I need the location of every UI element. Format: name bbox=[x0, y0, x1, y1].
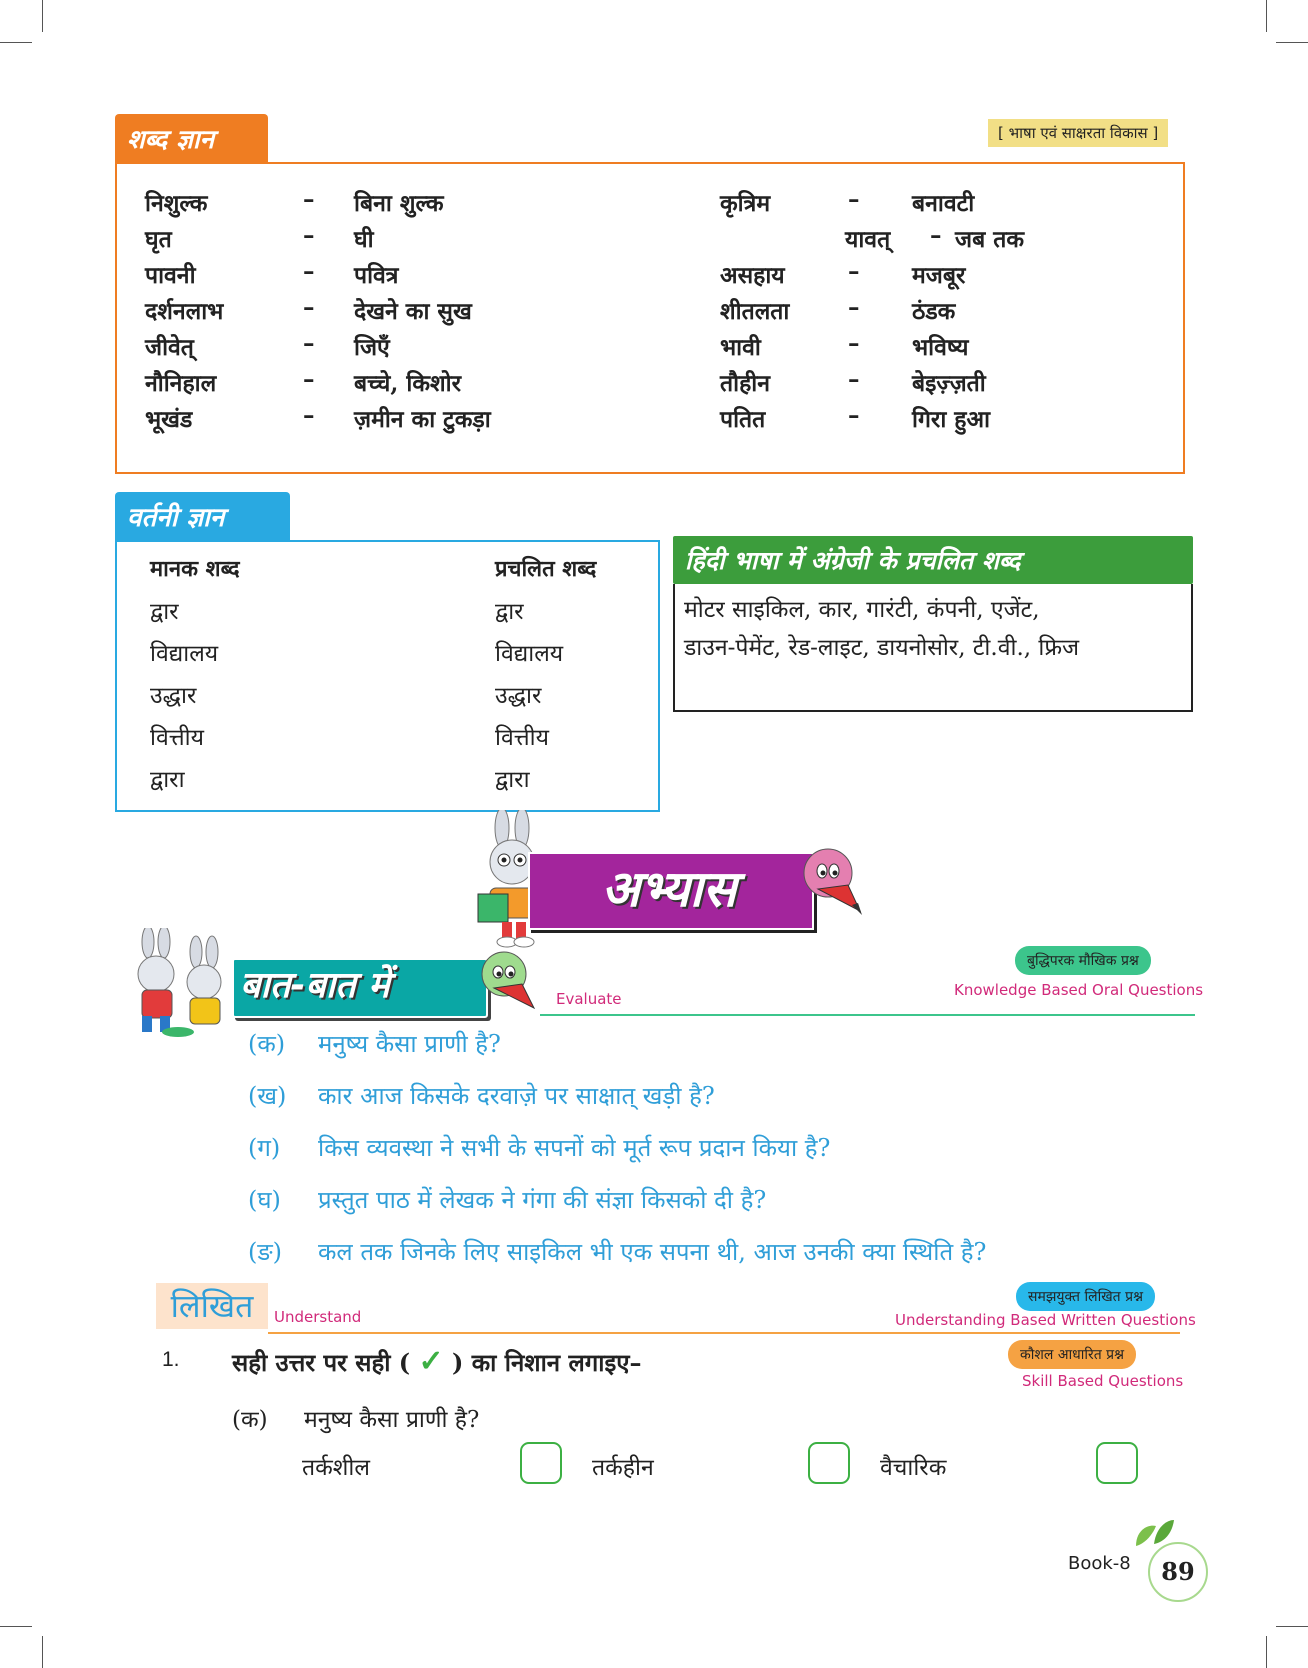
glossary-word: भूखंड bbox=[145, 406, 193, 433]
manak-word: वित्तीय bbox=[150, 725, 204, 751]
manak-word: द्वारा bbox=[150, 767, 185, 793]
angrezi-line2: डाउन-पेमेंट, रेड-लाइट, डायनोसोर, टी.वी., फ्रिज bbox=[684, 635, 1080, 661]
glossary-dash: – bbox=[848, 330, 860, 357]
shabd-gyan-box bbox=[115, 162, 1185, 474]
glossary-meaning: गिरा हुआ bbox=[912, 406, 990, 433]
glossary-dash: – bbox=[303, 222, 315, 249]
manak-word: उद्धार bbox=[150, 683, 197, 709]
baat-title: बात-बात में bbox=[240, 965, 390, 1006]
bhasha-tag: [ भाषा एवं साक्षरता विकास ] bbox=[988, 119, 1168, 147]
option-checkbox[interactable] bbox=[520, 1442, 562, 1484]
glossary-word: कृत्रिम bbox=[720, 190, 771, 217]
q1-text: सही उत्तर पर सही ( ✓ ) का निशान लगाइए– bbox=[232, 1344, 642, 1379]
glossary-dash: – bbox=[303, 294, 315, 321]
understand-label: Understand bbox=[274, 1308, 362, 1326]
glossary-meaning: जिएँ bbox=[354, 334, 390, 361]
glossary-meaning: जब तक bbox=[955, 226, 1024, 253]
glossary-meaning: मजबूर bbox=[912, 262, 966, 289]
page-number: 89 bbox=[1161, 1557, 1195, 1586]
glossary-meaning: बनावटी bbox=[912, 190, 975, 217]
glossary-dash: – bbox=[303, 258, 315, 285]
angrezi-line1: मोटर साइकिल, कार, गारंटी, कंपनी, एजेंट, bbox=[684, 597, 1040, 623]
likhit-title: लिखित bbox=[156, 1283, 268, 1329]
pencil-mascot-icon bbox=[800, 845, 866, 917]
green-pencil-mascot-icon bbox=[478, 948, 540, 1014]
angrezi-tab: हिंदी भाषा में अंग्रेजी के प्रचलित शब्द bbox=[673, 536, 1193, 584]
skill-pill-sub: Skill Based Questions bbox=[1022, 1372, 1184, 1390]
prachalit-word: वित्तीय bbox=[495, 725, 549, 751]
sub-question-label: (क) bbox=[232, 1407, 268, 1433]
glossary-dash: – bbox=[848, 402, 860, 429]
option-tarkaheen: तर्कहीन bbox=[592, 1455, 654, 1481]
glossary-dash: – bbox=[848, 294, 860, 321]
glossary-dash: – bbox=[303, 330, 315, 357]
glossary-dash: – bbox=[848, 366, 860, 393]
oral-question: (ख) कार आज किसके दरवाज़े पर साक्षात् खड़ी है? bbox=[248, 1082, 715, 1110]
baat-pill: बुद्धिपरक मौखिक प्रश्न bbox=[1015, 946, 1151, 975]
oral-question: (ग) किस व्यवस्था ने सभी के सपनों को मूर्त रूप प्रदान किया है? bbox=[248, 1134, 831, 1162]
baat-pill-sub: Knowledge Based Oral Questions bbox=[954, 981, 1204, 999]
glossary-meaning: देखने का सुख bbox=[354, 298, 472, 325]
two-rabbits-icon bbox=[118, 928, 238, 1038]
evaluate-label: Evaluate bbox=[556, 990, 622, 1008]
sub-question-text: मनुष्य कैसा प्राणी है? bbox=[304, 1407, 480, 1433]
vartani-tab: वर्तनी ज्ञान bbox=[115, 492, 290, 540]
glossary-dash: – bbox=[303, 186, 315, 213]
glossary-meaning: ज़मीन का टुकड़ा bbox=[354, 406, 491, 433]
glossary-word: असहाय bbox=[720, 262, 785, 289]
manak-word: विद्यालय bbox=[150, 641, 219, 667]
prachalit-word: उद्धार bbox=[495, 683, 542, 709]
shabd-gyan-tab: शब्द ज्ञान bbox=[115, 114, 268, 162]
glossary-dash: – bbox=[930, 222, 942, 249]
oral-question: (घ) प्रस्तुत पाठ में लेखक ने गंगा की संज्ञा किसको दी है? bbox=[248, 1186, 767, 1214]
glossary-meaning: ठंडक bbox=[912, 298, 956, 325]
option-vaicharik: वैचारिक bbox=[880, 1455, 947, 1481]
glossary-word: नौनिहाल bbox=[145, 370, 217, 397]
glossary-meaning: भविष्य bbox=[912, 334, 969, 361]
prachalit-word: विद्यालय bbox=[495, 641, 564, 667]
glossary-dash: – bbox=[303, 366, 315, 393]
prachalit-word: द्वार bbox=[495, 599, 524, 625]
skill-pill: कौशल आधारित प्रश्न bbox=[1008, 1340, 1136, 1369]
glossary-word: यावत् bbox=[845, 226, 891, 253]
glossary-word: तौहीन bbox=[720, 370, 771, 397]
glossary-dash: – bbox=[848, 186, 860, 213]
glossary-meaning: बेइज़्ज़ती bbox=[912, 370, 986, 397]
oral-question: (क) मनुष्य कैसा प्राणी है? bbox=[248, 1030, 501, 1058]
glossary-word: भावी bbox=[720, 334, 761, 361]
option-checkbox[interactable] bbox=[808, 1442, 850, 1484]
likhit-pill: समझयुक्त लिखित प्रश्न bbox=[1016, 1282, 1155, 1311]
option-tarkasheel: तर्कशील bbox=[302, 1455, 370, 1481]
glossary-word: जीवेत् bbox=[145, 334, 194, 361]
prachalit-word: द्वारा bbox=[495, 767, 530, 793]
oral-question: (ङ) कल तक जिनके लिए साइकिल भी एक सपना थी, आज उनकी क्या स्थिति है? bbox=[248, 1238, 987, 1266]
manak-header: मानक शब्द bbox=[150, 556, 240, 582]
check-mark-icon: ✓ bbox=[418, 1344, 444, 1379]
glossary-word: निशुल्क bbox=[145, 190, 208, 217]
glossary-word: पतित bbox=[720, 406, 766, 433]
option-checkbox[interactable] bbox=[1096, 1442, 1138, 1484]
glossary-meaning: बच्चे, किशोर bbox=[354, 370, 462, 397]
glossary-dash: – bbox=[848, 258, 860, 285]
glossary-word: दर्शनलाभ bbox=[145, 298, 224, 325]
glossary-word: पावनी bbox=[145, 262, 196, 289]
abhyas-title: अभ्यास bbox=[601, 860, 737, 918]
q1-number: 1. bbox=[162, 1348, 180, 1371]
glossary-dash: – bbox=[303, 402, 315, 429]
glossary-meaning: घी bbox=[354, 226, 374, 253]
book-label: Book-8 bbox=[1068, 1553, 1131, 1574]
glossary-word: घृत bbox=[145, 226, 172, 253]
glossary-meaning: बिना शुल्क bbox=[354, 190, 444, 217]
glossary-meaning: पवित्र bbox=[354, 262, 399, 289]
likhit-divider bbox=[268, 1332, 1180, 1334]
likhit-pill-sub: Understanding Based Written Questions bbox=[895, 1311, 1196, 1329]
manak-word: द्वार bbox=[150, 599, 179, 625]
glossary-word: शीतलता bbox=[720, 298, 790, 325]
prachalit-header: प्रचलित शब्द bbox=[495, 556, 597, 582]
baat-divider bbox=[540, 1014, 1195, 1016]
